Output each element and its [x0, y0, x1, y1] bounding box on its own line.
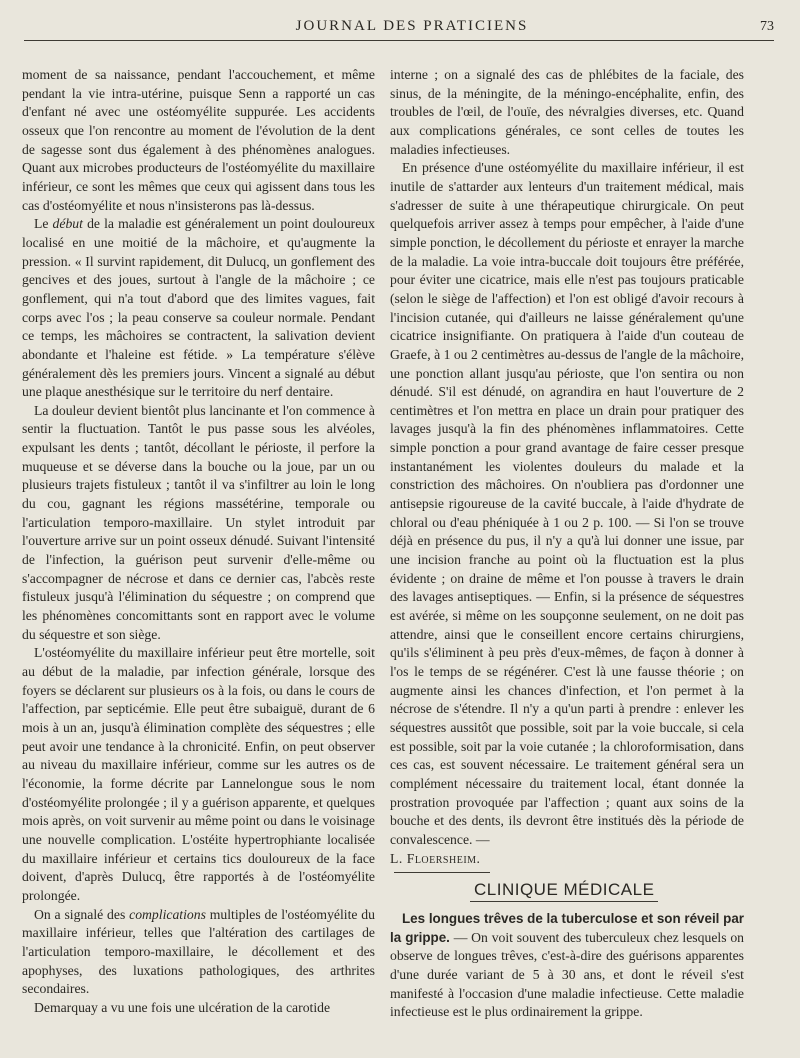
- right-column: [390, 66, 744, 1022]
- article-paragraph: [390, 910, 744, 1022]
- italic-term: début: [52, 216, 83, 232]
- author-signature: L. Floersheim.: [390, 850, 481, 866]
- paragraph: La douleur devient bientôt plus lancinante et l'on commence à sentir la fluctuation. Tantôt le pus passe sous les alvéoles, expulsant les dents ; tantôt, décollant le périoste, il perfore la muqueuse et se déverse dans la bouche ou la joue, par un ou plusieurs trajets fistuleux ; tantôt il va s'infiltrer au loin le long du cou, gagnant les régions massétérine, temporale ou l'articulation temporo-maxillaire. Un stylet introduit par l'ouverture arrive sur un point osseux dénudé. Suivant l'intensité de l'infection, la guérison peut survenir d'elle-même ou s'accompagner de nécrose et dans ce dernier cas, l'abcès reste fistuleux jusqu'à l'élimination du séquestre ; on comprend que les phénomènes concomittants sont en rapport avec le volume du séquestre et son siège.: [22, 402, 375, 642]
- section-heading: CLINIQUE MÉDICALE: [470, 881, 658, 902]
- text-run: multiples de l'ostéomyélite du maxillaire inférieur, telles que l'altération des cartilages de l'articulation temporo-maxillaire, le décollement et des apophyses, des luxations pathologiques, des arthrites secondaires.: [22, 906, 375, 997]
- paragraph: moment de sa naissance, pendant l'accouchement, et même pendant la vie intra-utérine, puisque Senn a rapporté un cas d'enfant né avec une ostéomyélite suppurée. Les accidents osseux que l'on rencontre au moment de l'évolution de la dent de sagesse sont dus également à des phénomènes analogues. Quant aux microbes producteurs de l'ostéomyélite du maxillaire inférieur, ce sont les mêmes que ceux qui agissent dans tous les cas d'ostéomyélite et nous n'insisterons pas là-dessus.: [22, 67, 375, 213]
- paragraph: L'ostéomyélite du maxillaire inférieur peut être mortelle, soit au début de la maladie, par infection générale, lorsque des foyers se déclarent sur plusieurs os à la fois, ou dans le cours de l'affection, par septicémie. Elle peut être subaiguë, durant de 6 mois à un an, jusqu'à élimination complète des séquestres ; elle peut avoir une tendance à la chronicité. Enfin, on peut observer au niveau du maxillaire inférieur, comme sur les autres os de l'économie, la forme décrite par Lannelongue sous le nom d'ostéomyélite prolongée ; il y a guérison apparente, et quelques mois après, on voit survenir au même point ou dans le voisinage une nouvelle complication. L'ostéite hypertrophiante localisée du maxillaire inférieur et certains tics douloureux de la face doivent, d'après Dulucq, être rapportés à de l'ostéomyélite prolongée.: [22, 645, 375, 903]
- page-number: 73: [760, 19, 774, 34]
- article-body: — On voit souvent des tuberculeux chez lesquels on observe de longues trêves, c'est-à-dire des guérisons apparentes d'une durée variant de 5 à 30 ans, et dont le réveil s'est manifesté à l'occasion d'une maladie infectieuse. Cette maladie infectieuse est le plus ordinairement la grippe.: [390, 929, 745, 1020]
- paragraph: En présence d'une ostéomyélite du maxillaire inférieur, il est inutile de s'attarder aux lenteurs d'un traitement médical, mais s'adresser de suite à une thérapeutique chirurgicale. On peut quelquefois arriver assez à temps pour empêcher, à l'aide d'une simple ponction, le décollement du périoste et enrayer la marche de la maladie. La voie intra-buccale doit toujours être préférée, pour éviter une cicatrice, mais elle n'est pas toujours praticable (selon le siège de l'affection) et l'on est obligé d'avoir recours à l'incision cutanée, qui d'ailleurs ne laisse généralement qu'une cicatrice insignifiante. On pratiquera à l'aide d'un couteau de Graefe, à 1 ou 2 centimètres au-dessus de l'angle de la mâchoire, une ponction allant jusqu'au périoste, que l'on sentira ou non dénudé. S'il est dénudé, on agrandira en haut l'ouverture de 2 centimètres et l'on mettra en place un drain pour pratiquer des lavages jusqu'à la fin des phénomènes inflammatoires. Cette simple ponction a pour grand avantage de faire cesser presque instantanément les violentes douleurs du malade et la constriction des mâchoires. On n'oubliera pas d'ordonner une antisepsie rigoureuse de la cavité buccale, à l'aide d'hydrate de chloral ou d'eau phéniquée à 1 ou 2 p. 100. — Si l'on se trouve déjà en présence du pus, il n'y a qu'à lui donner une issue, par une incision franche au point où la fluctuation est la plus évidente ; on draine de même et l'on pousse à travers le drain des lavages antiseptiques. — Enfin, si la présence de séquestres est avérée, si même on les soupçonne seulement, on ne doit pas attendre, ainsi que le conseillent encore certains chirurgiens, qu'ils s'éliminent à peu près d'eux-mêmes, de façon à donner à l'os le temps de se régénérer. C'est là une fausse théorie ; on augmente ainsi les chances d'infection, et l'on permet à la nécrose de s'étendre. Il n'y a qu'un parti à prendre : enlever les séquestres aussitôt que possible, soit par la voie buccale, si cela est possible, soit par la voie cutanée ; la chloroformisation, dans ces cas, est souvent nécessaire. Le traitement général sera un complément nécessaire du traitement local, étant donnée la prostration provoquée par l'affection ; quant aux soins de la bouche et des dents, ils devront être institués dès la période de convalescence. —: [390, 160, 745, 847]
- text-run: On a signalé des: [34, 906, 130, 922]
- paragraph: [22, 906, 375, 999]
- journal-title: JOURNAL DES PRATICIENS: [295, 18, 529, 34]
- paragraph: Demarquay a vu une fois une ulcération de la carotide: [34, 999, 331, 1015]
- section-heading-wrap: [390, 873, 744, 902]
- italic-term: complications: [129, 906, 206, 922]
- paragraph: [22, 215, 375, 402]
- text-run: de la maladie est généralement un point douloureux localisé en une moitié de la mâchoire, et qu'augmente la pression. « Il survint rapidement, dit Dulucq, un gonflement des gencives et des joues, surtout à l'angle de la mâchoire ; ce gonflement, qui n'a tout d'abord que des limites vagues, fait corps avec l'os ; la peau conserve sa couleur normale. Pendant ce temps, les mâchoires se contractent, la salivation devient abondante et l'haleine est fétide. » La température s'élève généralement dès les premiers jours. Vincent a signalé au début une plaque anesthésique sur le territoire du nerf dentaire.: [22, 216, 375, 400]
- left-column: [22, 66, 375, 1017]
- paragraph: interne ; on a signalé des cas de phlébites de la faciale, des sinus, de la méningite, de la méningo-encéphalite, enfin, des troubles de l'œil, de l'ouïe, des névralgies diverses, etc. Quand aux complications générales, ce sont celles de toutes les maladies infectieuses.: [390, 67, 744, 157]
- text-run: Le: [34, 216, 53, 232]
- article-title: Les longues trêves de la tuberculose et son réveil par la grippe.: [390, 910, 744, 945]
- running-head: [24, 18, 774, 41]
